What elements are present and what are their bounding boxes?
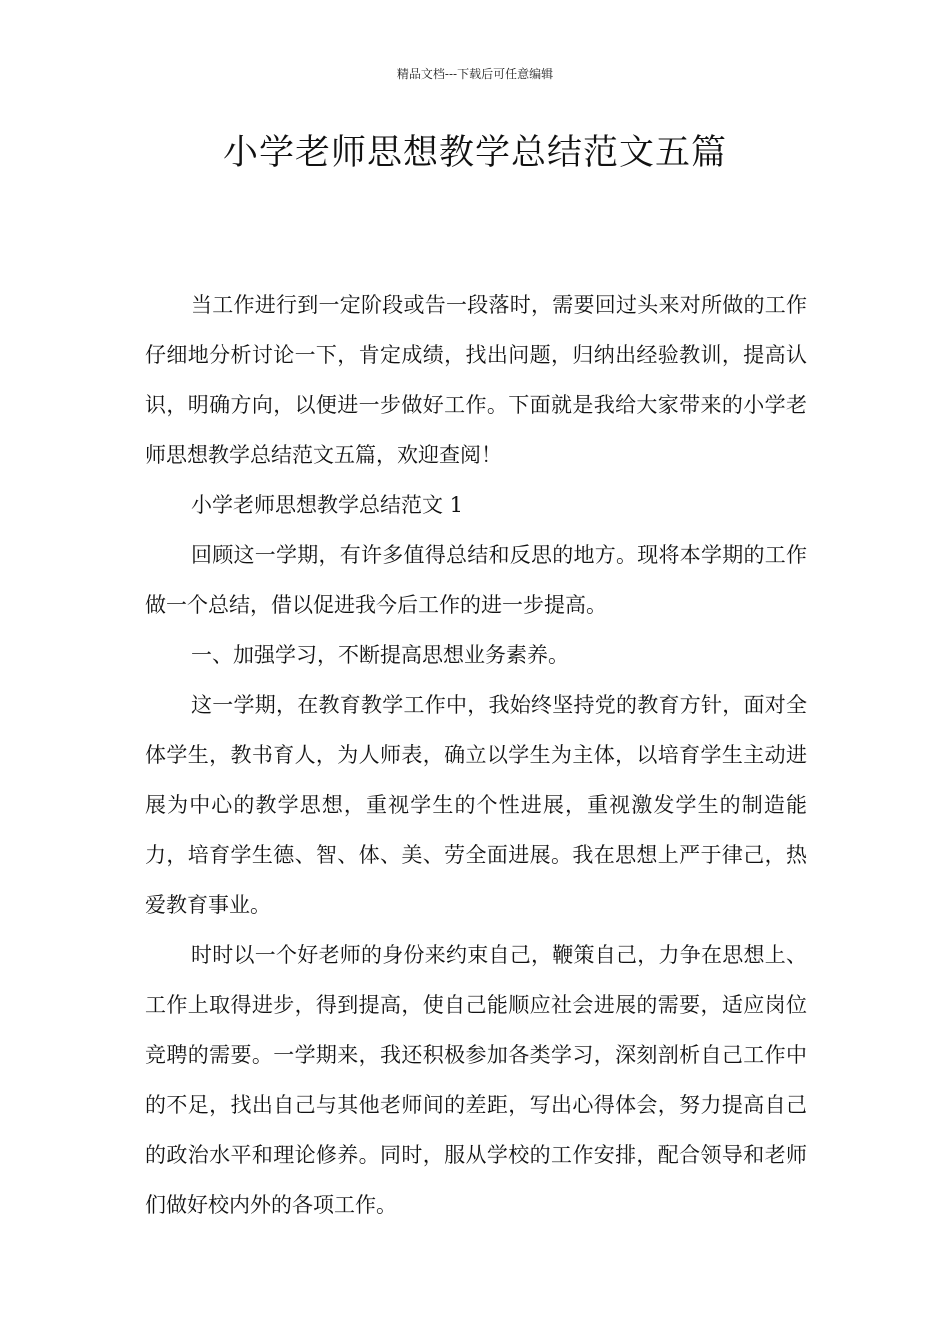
document-body (145, 280, 807, 1230)
body-paragraph: 回顾这一学期，有许多值得总结和反思的地方。现将本学期的工作做一个总结，借以促进我今后工作的进一步提高。 (145, 543, 807, 617)
subsection-heading: 一、加强学习，不断提高思想业务素养。 (191, 643, 569, 667)
header-note: 精品文档---下载后可任意编辑 (396, 67, 554, 81)
body-paragraph: 时时以一个好老师的身份来约束自己，鞭策自己，力争在思想上、工作上取得进步，得到提高，使自己能顺应社会进展的需要，适应岗位竞聘的需要。一学期来，我还积极参加各类学习，深刻剖析自己工作中的不足，找出自己与其他老师间的差距，写出心得体会，努力提高自己的政治水平和理论修养。同时，服从学校的工作安排，配合领导和老师们做好校内外的各项工作。 (145, 943, 807, 1217)
section-heading-1: 小学老师思想教学总结范文 1 (191, 493, 464, 517)
document-title: 小学老师思想教学总结范文五篇 (222, 133, 727, 173)
body-paragraph: 这一学期，在教育教学工作中，我始终坚持党的教育方针，面对全体学生，教书育人，为人师表，确立以学生为主体，以培育学生主动进展为中心的教学思想，重视学生的个性进展，重视激发学生的制造能力，培育学生德、智、体、美、劳全面进展。我在思想上严于律己，热爱教育事业。 (145, 693, 807, 917)
intro-paragraph: 当工作进行到一定阶段或告一段落时，需要回过头来对所做的工作仔细地分析讨论一下，肯定成绩，找出问题，归纳出经验教训，提高认识，明确方向，以便进一步做好工作。下面就是我给大家带来的小学老师思想教学总结范文五篇，欢迎查阅！ (145, 293, 807, 467)
